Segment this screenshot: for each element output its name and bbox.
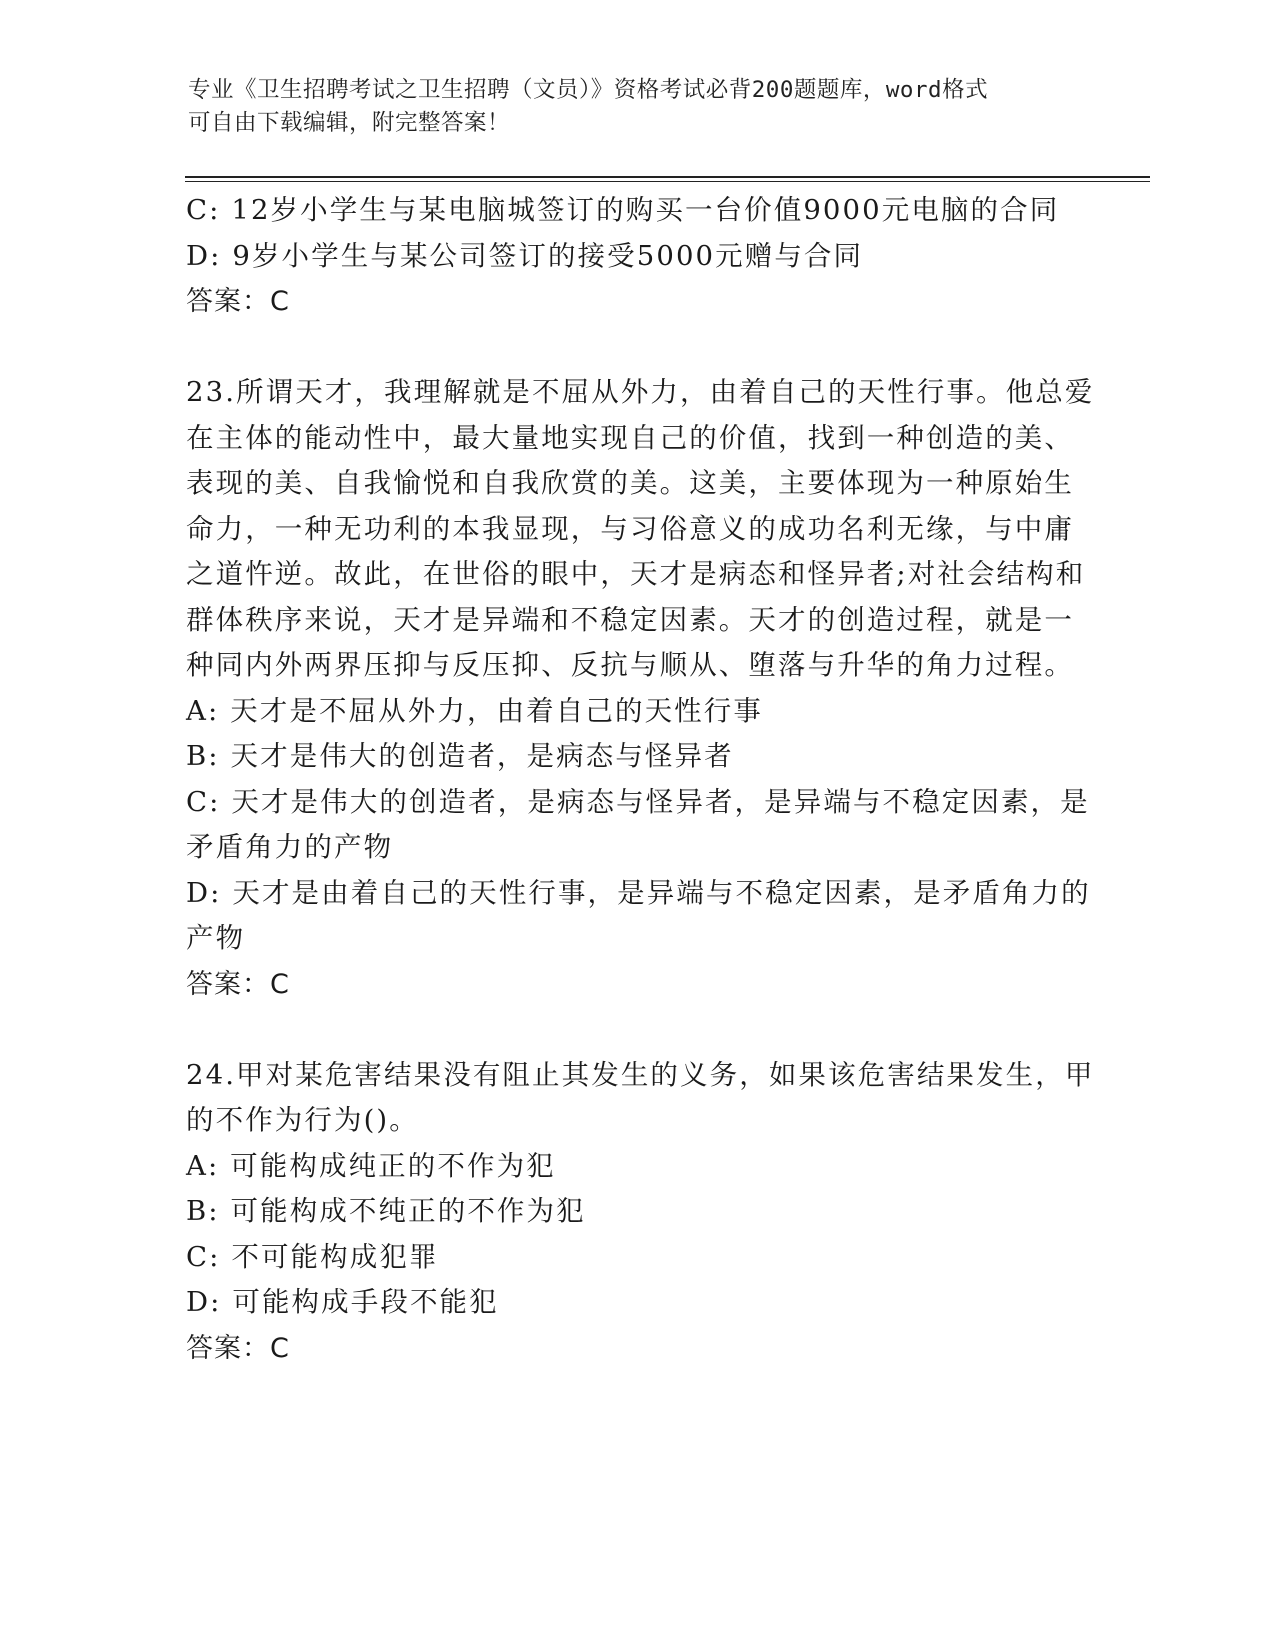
option-c: C: 不可能构成犯罪 xyxy=(186,1240,439,1273)
option-b: B: 天才是伟大的创造者，是病态与怪异者 xyxy=(186,740,734,772)
question-stem-line: 的不作为行为()。 xyxy=(186,1104,419,1136)
option-a: A: 可能构成纯正的不作为犯 xyxy=(186,1149,556,1182)
question-stem-line: 在主体的能动性中，最大量地实现自己的价值，找到一种创造的美、 xyxy=(186,421,1074,454)
answer-line: 答案：C xyxy=(186,968,290,1000)
option-d: D: 天才是由着自己的天性行事，是异端与不稳定因素，是矛盾角力的 xyxy=(186,876,1091,909)
answer-line: 答案：C xyxy=(186,1332,290,1364)
question-23 xyxy=(186,370,1095,1007)
option-c: C: 12岁小学生与某电脑城签订的购买一台价值9000元电脑的合同 xyxy=(186,194,1060,226)
question-24 xyxy=(186,1053,1095,1372)
question-22-tail xyxy=(186,188,1076,325)
answer-line: 答案：C xyxy=(186,286,290,317)
option-c-continuation: 矛盾角力的产物 xyxy=(186,831,394,863)
question-stem-line: 之道忤逆。故此，在世俗的眼中，天才是病态和怪异者;对社会结构和 xyxy=(186,558,1086,590)
spacer xyxy=(186,325,1076,371)
question-stem-line: 24.甲对某危害结果没有阻止其发生的义务，如果该危害结果发生，甲 xyxy=(186,1058,1095,1091)
header-divider xyxy=(185,176,1150,178)
document-body xyxy=(186,188,1095,1371)
spacer xyxy=(186,1007,1076,1053)
question-stem-line: 表现的美、自我愉悦和自我欣赏的美。这美，主要体现为一种原始生 xyxy=(186,467,1074,499)
question-stem-line: 命力，一种无功利的本我显现，与习俗意义的成功名利无缘，与中庸 xyxy=(186,512,1074,545)
option-b: B: 可能构成不纯正的不作为犯 xyxy=(186,1195,586,1227)
option-d: D: 可能构成手段不能犯 xyxy=(186,1286,499,1318)
option-d-continuation: 产物 xyxy=(186,922,246,954)
option-c: C: 天才是伟大的创造者，是病态与怪异者，是异端与不稳定因素，是 xyxy=(186,785,1090,818)
header-line: 可自由下载编辑，附完整答案！ xyxy=(188,110,511,136)
header-divider-thin xyxy=(185,181,1150,182)
option-a: A: 天才是不屈从外力，由着自己的天性行事 xyxy=(186,694,763,727)
question-stem-line: 23.所谓天才，我理解就是不屈从外力，由着自己的天性行事。他总爱 xyxy=(186,376,1095,408)
question-stem-line: 群体秩序来说，天才是异端和不稳定因素。天才的创造过程，就是一 xyxy=(186,603,1074,636)
document-header xyxy=(188,74,1068,140)
option-d: D: 9岁小学生与某公司签订的接受5000元赠与合同 xyxy=(186,239,864,272)
header-line: 专业《卫生招聘考试之卫生招聘（文员）》资格考试必背200题题库，word格式 xyxy=(188,77,989,103)
question-stem-line: 种同内外两界压抑与反压抑、反抗与顺从、堕落与升华的角力过程。 xyxy=(186,649,1074,681)
